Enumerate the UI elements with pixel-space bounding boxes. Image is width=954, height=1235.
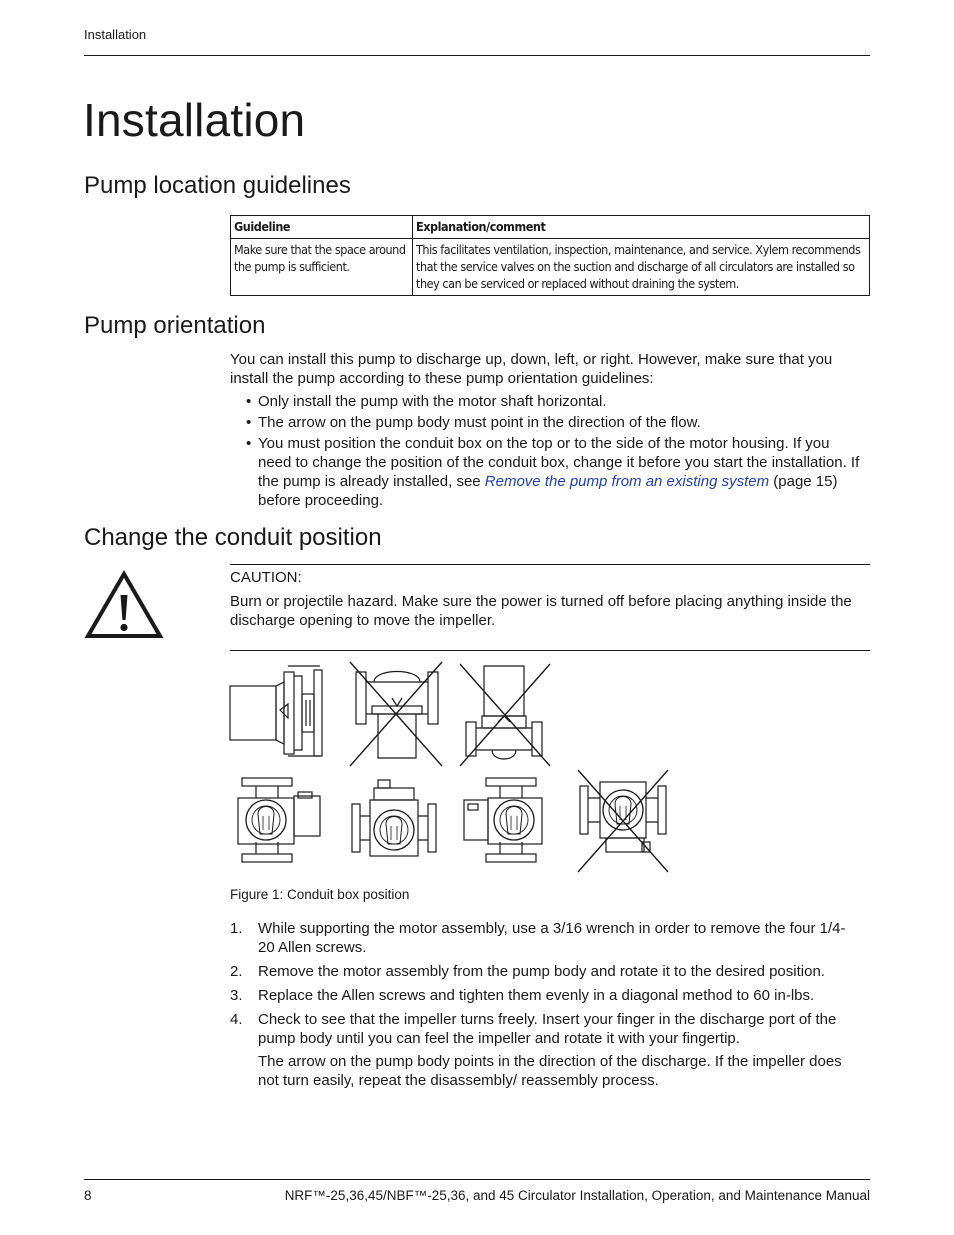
- list-item: • Only install the pump with the motor shaft horizontal.: [242, 392, 860, 411]
- pump-discharge-up-box-left: [464, 778, 542, 862]
- pump-side-view: [230, 666, 322, 756]
- caution-bottom-rule: [230, 650, 870, 651]
- list-item: [230, 1010, 862, 1090]
- list-item: [242, 434, 860, 510]
- step-text: While supporting the motor assembly, use a 3/16 wrench in order to remove the four 1/4-20 Allen screws.: [258, 920, 846, 956]
- table-cell-guideline: Make sure that the space around the pump is sufficient.: [231, 239, 413, 296]
- list-item: [230, 919, 862, 957]
- step-text: Replace the Allen screws and tighten them evenly in a diagonal method to 60 in-lbs.: [258, 987, 815, 1004]
- step-text: Check to see that the impeller turns freely. Insert your finger in the discharge port of the pump body until you can feel the impeller and rotate it with your fingertip.: [258, 1011, 837, 1047]
- step-text: Remove the motor assembly from the pump body and rotate it to the desired position.: [258, 963, 825, 980]
- section-heading-location: Pump location guidelines: [84, 172, 351, 199]
- pump-discharge-side-box-top: [352, 780, 436, 856]
- footer-rule: [84, 1179, 870, 1180]
- section-heading-conduit: Change the conduit position: [84, 524, 382, 551]
- figure-strokes: [230, 662, 668, 872]
- running-head: Installation: [84, 27, 147, 42]
- list-item: • The arrow on the pump body must point in the direction of the flow.: [242, 413, 860, 432]
- conduit-position-figure: [228, 658, 672, 880]
- figure-caption: Figure 1: Conduit box position: [230, 887, 410, 902]
- orientation-intro: You can install this pump to discharge up, down, left, or right. However, make sure that you install the pump according to these pump orientation guidelines:: [230, 351, 833, 387]
- procedure-steps: [230, 919, 862, 1095]
- bullet3-text: You must position the conduit box on the top or to the side of the motor housing. If you need to change the position of the conduit box, change it before you start the installation. If the pump is already installed, see: [258, 435, 860, 490]
- list-item: [230, 962, 862, 981]
- section-heading-orientation: Pump orientation: [84, 312, 266, 339]
- manual-title: NRF™-25,36,45/NBF™-25,36, and 45 Circulator Installation, Operation, and Maintenance Manual: [284, 1188, 870, 1203]
- orientation-bullets: [242, 392, 860, 512]
- warning-icon: [84, 570, 164, 640]
- table-header-guideline: Guideline: [231, 216, 413, 239]
- caution-text: Burn or projectile hazard. Make sure the power is turned off before placing anything inside the discharge opening to move the impeller.: [230, 593, 852, 629]
- page-title: Installation: [83, 94, 306, 146]
- step-number: 4.: [230, 1011, 243, 1028]
- remove-pump-link[interactable]: Remove the pump from an existing system: [484, 473, 770, 490]
- pump-box-bottom-crossed: [578, 770, 668, 872]
- table-header-explanation: Explanation/comment: [413, 216, 870, 239]
- step-number: 1.: [230, 920, 243, 937]
- caution-label: CAUTION:: [230, 569, 302, 586]
- page-number: 8: [84, 1188, 92, 1203]
- table-row: [231, 239, 870, 296]
- caution-top-rule: [230, 564, 870, 565]
- pump-motor-down-crossed: [350, 662, 442, 766]
- step-4-note: The arrow on the pump body points in the direction of the discharge. If the impeller does not turn easily, repeat the disassembly/ reassembly process.: [258, 1053, 842, 1089]
- list-item: [230, 986, 862, 1005]
- step-number: 3.: [230, 987, 243, 1004]
- table-header-row: [231, 216, 870, 239]
- header-rule: [84, 55, 870, 56]
- pump-discharge-up-box-right: [238, 778, 320, 862]
- table-cell-explanation: This facilitates ventilation, inspection, maintenance, and service. Xylem recommends that the service valves on the suction and discharge of all circulators are installed so they can be serviced or replaced without draining the system.: [413, 239, 870, 296]
- pump-motor-up-crossed: [460, 664, 550, 766]
- guidelines-table: [230, 215, 870, 296]
- step-number: 2.: [230, 963, 243, 980]
- bullet3-text-end: (page 15) before proceeding.: [258, 473, 838, 509]
